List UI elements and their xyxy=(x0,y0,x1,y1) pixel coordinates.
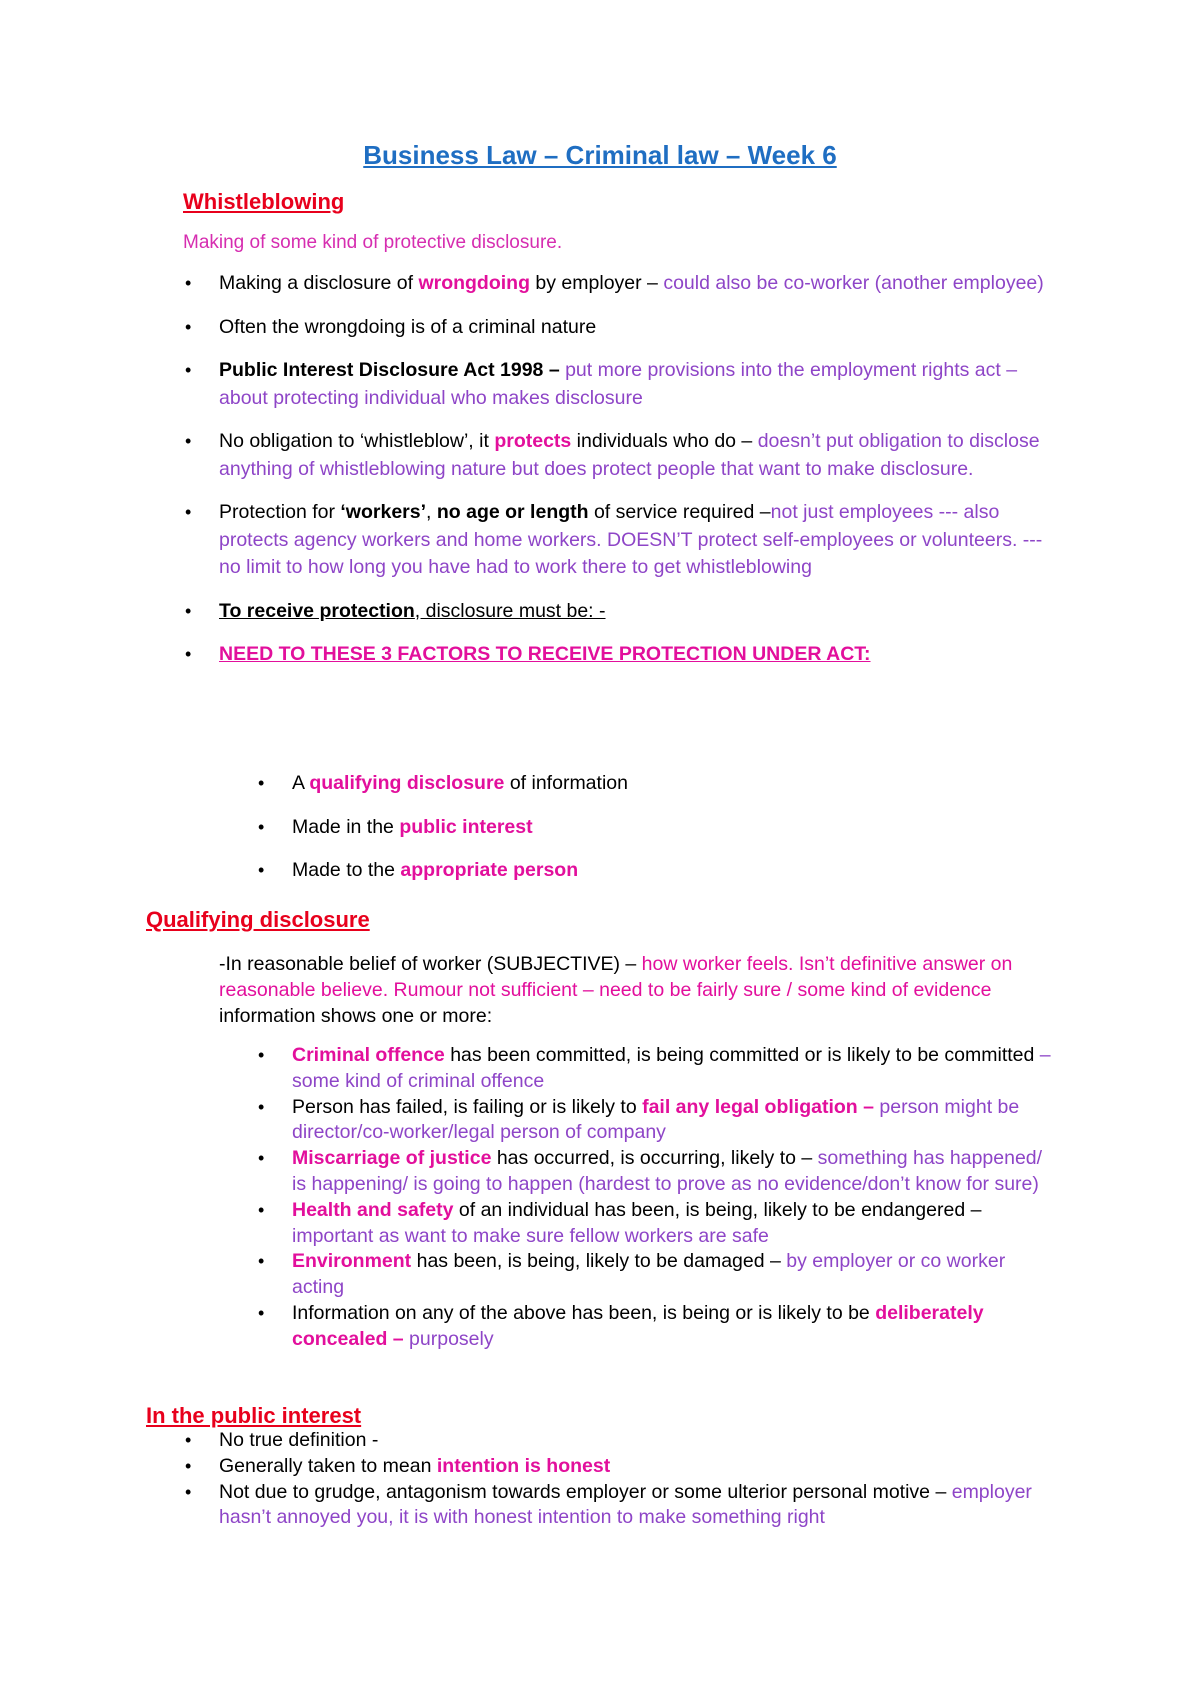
heading-whistleblowing: Whistleblowing xyxy=(183,189,345,214)
list-item: • Public Interest Disclosure Act 1998 – put more provisions into the employment rights act – about protecting individual who makes disclosure xyxy=(219,357,1059,412)
qualifying-paragraph: -In reasonable belief of worker (SUBJECTIVE) – how worker feels. Isn’t definitive answer on reasonable believe. Rumour not sufficient – need to be fairly sure / some kind of evidence information shows one or more: xyxy=(219,953,1013,1027)
list-item: • No true definition - xyxy=(219,1428,1059,1454)
list-item: • No obligation to ‘whistleblow’, it protects individuals who do – doesn’t put obligation to disclose anything of whistleblowing nature but does protect people that want to make disclosure. xyxy=(219,428,1059,483)
list-item: • Generally taken to mean intention is honest xyxy=(219,1454,1059,1480)
whistleblowing-list xyxy=(219,270,1059,669)
list-item: • Made to the appropriate person xyxy=(292,857,1052,885)
list-item: • A qualifying disclosure of information xyxy=(292,770,1052,798)
list-item: • NEED TO THESE 3 FACTORS TO RECEIVE PROTECTION UNDER ACT: xyxy=(219,641,1059,669)
list-item: • Protection for ‘workers’, no age or length of service required –not just employees --- also protects agency workers and home workers. DOESN’T protect self-employees or volunteers. --- no limit to how long you have had to work there to get whistleblowing xyxy=(219,499,1059,582)
list-item: • Environment has been, is being, likely to be damaged – by employer or co worker acting xyxy=(292,1249,1052,1301)
heading-qualifying-disclosure: Qualifying disclosure xyxy=(146,907,370,932)
protection-factors-list xyxy=(292,770,1052,885)
list-item: • Health and safety of an individual has been, is being, likely to be endangered – important as want to make sure fellow workers are safe xyxy=(292,1198,1052,1250)
list-item: • Information on any of the above has been, is being or is likely to be deliberately concealed – purposely xyxy=(292,1301,1052,1353)
whistleblowing-intro: Making of some kind of protective disclosure. xyxy=(183,232,563,253)
list-item: • Made in the public interest xyxy=(292,814,1052,842)
list-item: • Miscarriage of justice has occurred, is occurring, likely to – something has happened/ is happening/ is going to happen (hardest to prove as no evidence/don’t know for sure) xyxy=(292,1146,1052,1198)
qualifying-criteria-list xyxy=(292,1043,1052,1353)
list-item: • Often the wrongdoing is of a criminal nature xyxy=(219,314,1059,342)
list-item: • Making a disclosure of wrongdoing by employer – could also be co-worker (another employee) xyxy=(219,270,1059,298)
heading-public-interest: In the public interest xyxy=(146,1403,362,1428)
list-item: • Criminal offence has been committed, is being committed or is likely to be committed – some kind of criminal offence xyxy=(292,1043,1052,1095)
list-item: • Not due to grudge, antagonism towards employer or some ulterior personal motive – employer hasn’t annoyed you, it is with honest intention to make something right xyxy=(219,1480,1059,1532)
public-interest-list xyxy=(219,1428,1059,1531)
list-item: • To receive protection, disclosure must be: - xyxy=(219,598,1059,626)
page-title: Business Law – Criminal law – Week 6 xyxy=(363,140,837,170)
list-item: • Person has failed, is failing or is likely to fail any legal obligation – person might be director/co-worker/legal person of company xyxy=(292,1095,1052,1147)
